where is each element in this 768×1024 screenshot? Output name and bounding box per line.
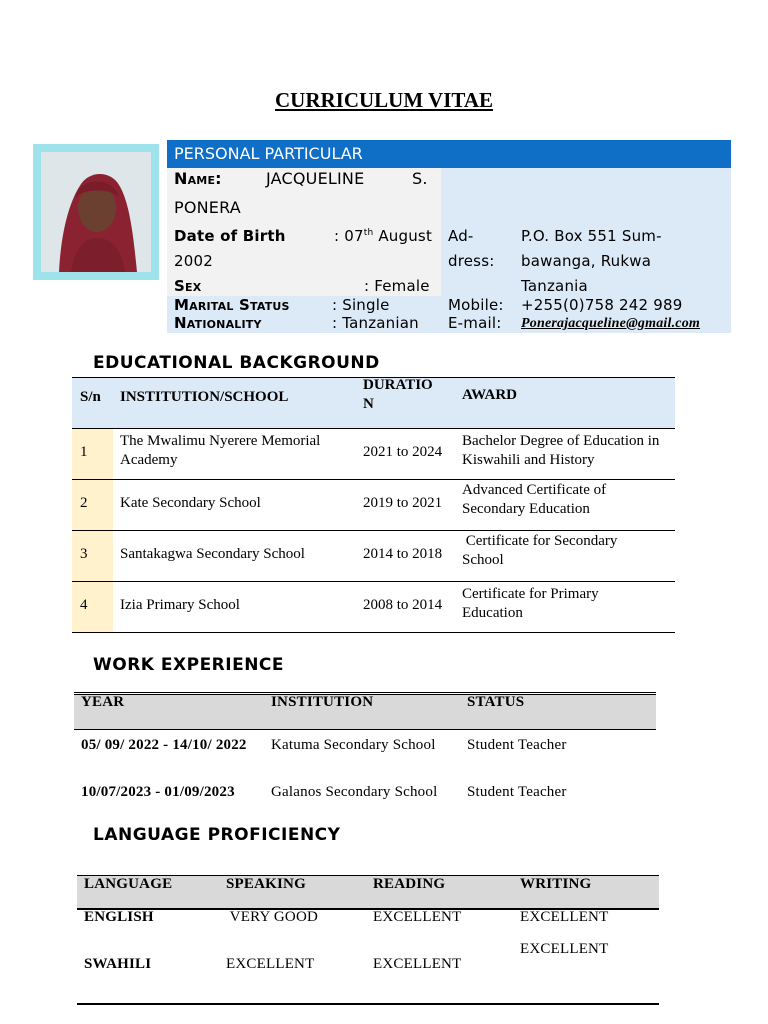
dob-label: Date of Birth [174, 227, 286, 245]
address-line-3: Tanzania [521, 277, 588, 295]
col-institution: INSTITUTION/SCHOOL [120, 389, 289, 405]
col-status: STATUS [467, 694, 525, 710]
work-table-rule [74, 692, 656, 693]
table-row: 1 The Mwalimu Nyerere Memorial Academy 2021 to 2024 Bachelor Degree of Education in Kiswahili and History [72, 429, 675, 480]
education-table [72, 377, 675, 633]
name-value-first: JACQUELINE [266, 169, 365, 188]
personal-particular-header: PERSONAL PARTICULAR [167, 140, 731, 168]
lang-row-writing: EXCELLENT [520, 909, 609, 925]
mobile-label: Mobile: [448, 296, 504, 314]
work-heading: WORK EXPERIENCE [93, 655, 285, 675]
work-row-institution: Galanos Secondary School [271, 784, 438, 800]
work-row-institution: Katuma Secondary School [271, 737, 436, 753]
nationality-value: : Tanzanian [332, 314, 419, 332]
work-row-year: 10/07/2023 - 01/09/2023 [81, 784, 235, 800]
table-row: 3 Santakagwa Secondary School 2014 to 2018 Certificate for Secondary School [72, 531, 675, 582]
col-year: YEAR [81, 694, 125, 710]
lang-row-reading: EXCELLENT [373, 909, 462, 925]
mobile-value: +255(0)758 242 989 [521, 296, 683, 314]
marital-status-label: Marital Status [174, 296, 290, 314]
lang-row-speaking: EXCELLENT [226, 956, 315, 972]
address-label-2: dress: [448, 252, 495, 270]
language-heading: LANGUAGE PROFICIENCY [93, 825, 341, 845]
lang-row-speaking: VERY GOOD [226, 909, 319, 925]
lang-row-language: ENGLISH [84, 909, 154, 925]
col-award: AWARD [462, 387, 518, 403]
work-row-year: 05/ 09/ 2022 - 14/10/ 2022 [81, 737, 247, 753]
col-duration: DURATIO N [363, 377, 433, 412]
sex-value: : Female [364, 277, 430, 295]
work-row-status: Student Teacher [467, 784, 567, 800]
name-label: Name: [174, 169, 222, 188]
email-link[interactable]: Ponerajacqueline@gmail.com [521, 316, 701, 331]
lang-row-reading: EXCELLENT [373, 956, 462, 972]
address-line-2: bawanga, Rukwa [521, 252, 652, 270]
table-row: 4 Izia Primary School 2008 to 2014 Certificate for Primary Education [72, 582, 675, 633]
dob-year: 2002 [174, 252, 213, 270]
nationality-label: Nationality [174, 314, 262, 332]
marital-status-value: : Single [332, 296, 390, 314]
document-title: CURRICULUM VITAE [275, 88, 493, 112]
profile-photo [33, 144, 159, 280]
portrait-image [41, 152, 151, 272]
col-reading: READING [373, 876, 446, 892]
table-row: 2 Kate Secondary School 2019 to 2021 Advanced Certificate of Secondary Education [72, 480, 675, 531]
education-heading: EDUCATIONAL BACKGROUND [93, 353, 380, 373]
dob-value: : 07th August [334, 227, 433, 245]
col-language: LANGUAGE [84, 876, 173, 892]
lang-row-writing: EXCELLENT [520, 941, 609, 957]
col-sn: S/n [80, 389, 101, 405]
col-speaking: SPEAKING [226, 876, 306, 892]
language-table-rule [77, 1003, 659, 1005]
sex-label: Sex [174, 277, 202, 295]
col-work-institution: INSTITUTION [271, 694, 374, 710]
address-line-1: P.O. Box 551 Sum- [521, 227, 662, 245]
address-label-1: Ad- [448, 227, 474, 245]
education-header-row [72, 377, 675, 428]
work-row-status: Student Teacher [467, 737, 567, 753]
col-writing: WRITING [520, 876, 592, 892]
email-label: E-mail: [448, 314, 502, 332]
lang-row-language: SWAHILI [84, 956, 152, 972]
name-value-initial: S. [412, 169, 428, 188]
name-value-last: PONERA [174, 198, 241, 217]
